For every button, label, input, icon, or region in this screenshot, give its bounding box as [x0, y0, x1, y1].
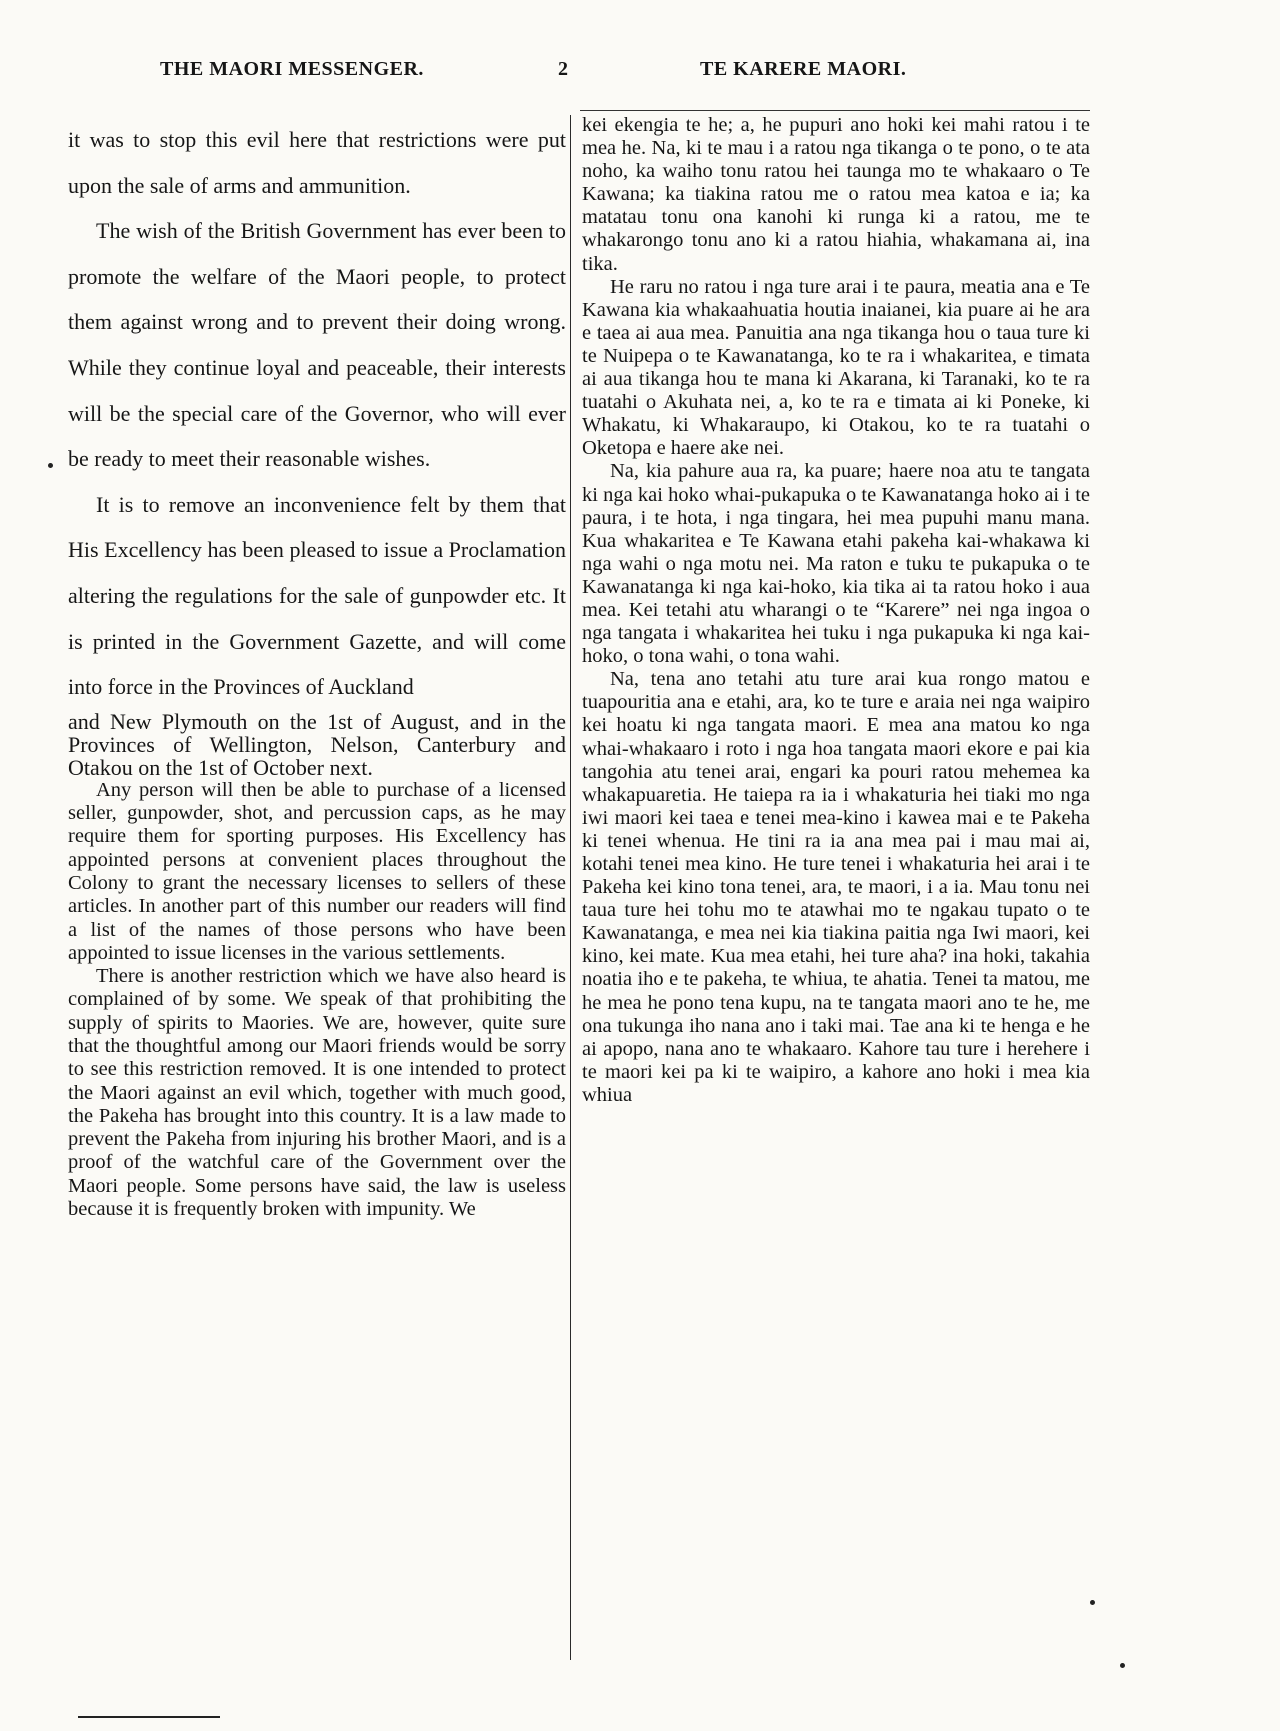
english-column	[68, 117, 566, 1712]
paragraph: He raru no ratou i nga ture arai i te paura, meatia ana e Te Kawana kia whakaahuatia houtia inaianei, kia puare ai he ara e taea ai aua mea. Panuitia ana nga tikanga hou o taua ture ki te Nuipepa o te Kawanatanga, ko te ra i whakaritea, e timata ai aua tikanga hou te mana ki Akarana, ki Taranaki, ko te ra tuatahi o Akuhata nei, a, ko te ra e timata ai ki Poneke, ki Whakatu, ki Whakaraupo, ki Otakou, ko te ra tuatahi o Oketopa e haere ake nei.	[582, 275, 1090, 460]
paragraph: Any person will then be able to purchase of a licensed seller, gunpowder, shot, and percussion caps, as he may require them for sporting purposes. His Excellency has appointed persons at convenient places throughout the Colony to grant the necessary licenses to sellers of these articles. In another part of this number our readers will find a list of the names of those persons who have been appointed to issue licenses in the various settlements.	[68, 778, 566, 964]
page-number: 2	[558, 58, 569, 80]
column-divider	[570, 115, 571, 1660]
paragraph: There is another restriction which we have also heard is complained of by some. We speak of that prohibiting the supply of spirits to Maories. We are, however, quite sure that the thoughtful among our Maori friends would be sorry to see this restriction removed. It is one intended to protect the Maori against an evil which, together with much good, the Pakeha has brought into this country. It is a law made to prevent the Pakeha from injuring his brother Maori, and is a proof of the watchful care of the Government over the Maori people. Some persons have said, the law is useless because it is frequently broken with impunity. We	[68, 965, 566, 1221]
paragraph: Na, kia pahure aua ra, ka puare; haere noa atu te tangata ki nga kai hoko whai-pukapuka o te Kawanatanga hoko ai i te paura, i te hota, i nga tingara, hei mea pupuhi manu mana. Kua whakaritea e Te Kawana etahi pakeha kai-whakawa ki nga wahi o nga motu nei. Ma raton e tuku te pukapuka o te Kawanatanga ki nga kai-hoko, kia tika ai ta ratou hoko i aua mea. Kei tetahi atu wharangi o te “Karere” nei nga ingoa o nga tangata i whakaritea hei tuku i nga pukapuka ki nga kai-hoko, o tona wahi, o tona wahi.	[582, 460, 1090, 668]
ink-speck	[1090, 1600, 1095, 1605]
ink-speck	[1120, 1663, 1125, 1668]
header-english-title: THE MAORI MESSENGER.	[160, 58, 424, 80]
paragraph: Na, tena ano tetahi atu ture arai kua rongo matou e tuapouritia ana e etahi, ara, ko te ture e araia nei nga waipiro kei hoatu ki nga tangata maori. E mea ana matou ko nga whai-whakaaro i roto i nga hoa tangata maori ekore e pai kia tangohia atu tenei arai, engari ka pouri ratou mehemea ka whakapuaretia. He taiepa ra ia i whakaturia hei tiaki mo nga iwi maori kei taea e tenei mea-kino i kawea mai e te Pakeha ki tenei whenua. He tini ra ia ana mea pai i mau mai ai, kotahi tenei mea kino. He ture tenei i whakaturia hei arai i te Pakeha kei kino tona tenei, ara, te maori, i a ia. Mau tonu nei taua ture hei tohu mo te atawhai mo te ngakau tupato o te Kawanatanga, e mea nei kia tiakina paitia nga Iwi maori, kei kino, kei mate. Kua mea etahi, hei ture aha? ina hoki, takahia noatia iho e te pakeha, te whiua, te ahatia. Tenei ta matou, me he mea he pono tena kupu, na te tangata maori ano te he, me ona tukunga iho nana ano i taki mai. Tae ana ki te henga e he ai apopo, nana ano te whakaaro. Kahore tau ture i herehere i te maori kei pa ki te waipiro, a kahore ano hoki i mea kia whiua	[582, 668, 1090, 1106]
paragraph: and New Plymouth on the 1st of August, and in the Provinces of Wellington, Nelson, Canterbury and Otakou on the 1st of October next.	[68, 708, 566, 780]
paragraph: It is to remove an inconvenience felt by them that His Excellency has been pleased to issue a Proclamation altering the regulations for the sale of gunpowder etc. It is printed in the Government Gazette, and will come into force in the Provinces of Auckland	[68, 491, 566, 700]
ink-speck	[48, 463, 53, 468]
right-column-top-rule	[580, 110, 1090, 111]
paragraph: The wish of the British Government has ever been to promote the welfare of the Maori people, to protect them against wrong and to prevent their doing wrong. While they continue loyal and peaceable, their interests will be the special care of the Governor, who will ever be ready to meet their reasonable wishes.	[68, 218, 566, 472]
footer-rule	[78, 1716, 220, 1718]
running-header	[0, 58, 1280, 88]
paragraph: it was to stop this evil here that restrictions were put upon the sale of arms and ammunition.	[68, 127, 566, 198]
maori-column	[582, 114, 1090, 1659]
header-maori-title: TE KARERE MAORI.	[700, 58, 907, 80]
paragraph: kei ekengia te he; a, he pupuri ano hoki kei mahi ratou i te mea he. Na, ki te mau i a ratou nga tikanga o te pono, o te ata noho, ka waiho tonu ratou hei taunga mo te whakaaro o Te Kawana; ka tiakina ratou me o ratou mea katoa e ia; ka matatau tonu ona kanohi ki runga ki a ratou, me te whakarongo tonu ano ki a ratou hiahia, whakamana ai, ina tika.	[582, 114, 1090, 275]
